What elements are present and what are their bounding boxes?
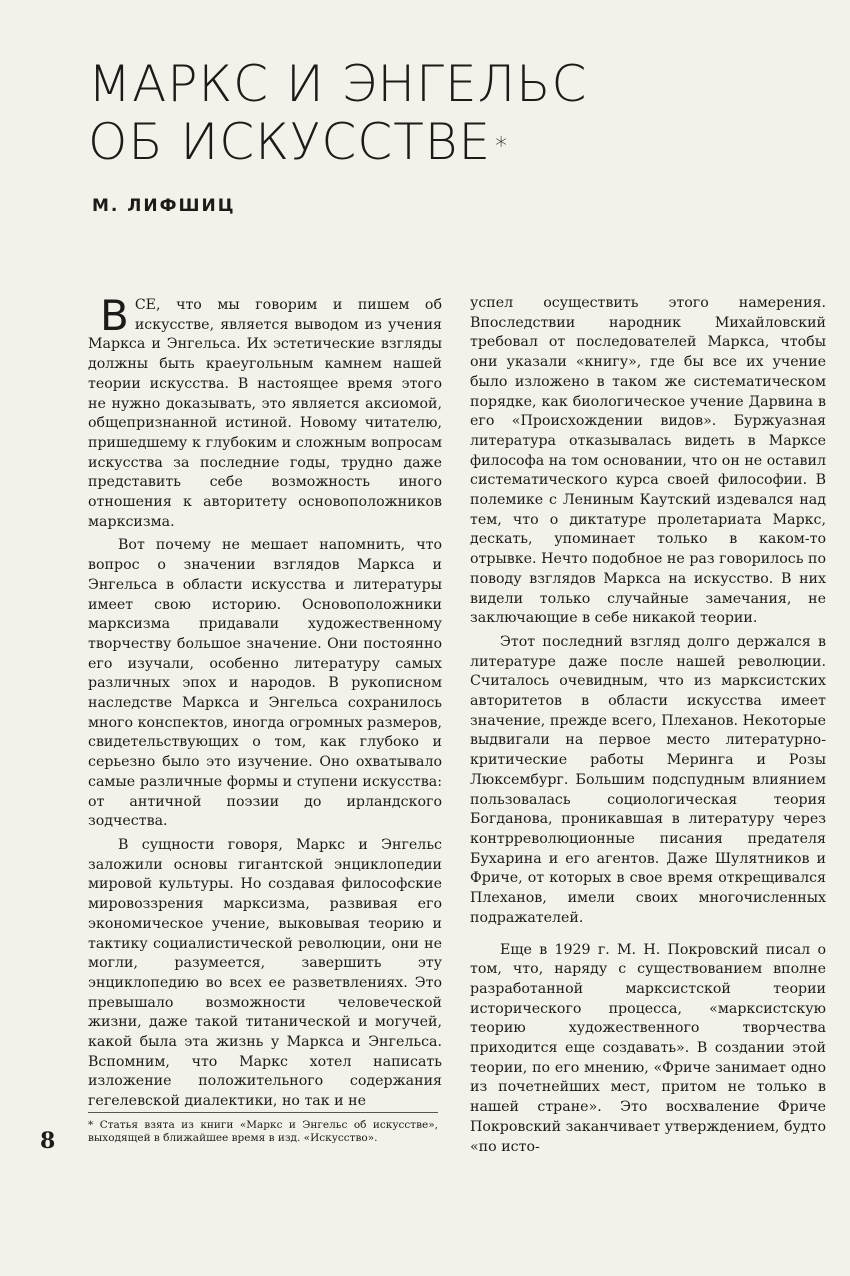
title-line-2 (88, 113, 587, 171)
paragraph: Вот почему не мешает напомнить, что вопрос о значении взглядов Маркса и Энгельса в области искусства и литературы имеет свою историю. Основоположники марксизма придавали художественному творчеству большое значение. Они постоянно его изучали, особенно литературу самых различных эпох и народов. В рукописном наследстве Маркса и Энгельса сохранилось много конспектов, иногда огромных размеров, свидетельствующих о том, как глубоко и серьезно было это изучение. Оно охватывало самые различные формы и ступени искусства: от античной поэзии до ирландского зодчества. (88, 537, 442, 830)
right-column (470, 294, 826, 1157)
footnote: * Статья взята из книги «Маркс и Энгельс об искусстве», выходящей в ближайшее время в изд. «Искусство». (88, 1112, 438, 1145)
paragraph: В сущности говоря, Маркс и Энгельс заложили основы гигантской энциклопедии мировой культуры. Но создавая философские мировоззрения марксизма, развивая его экономическое учение, выковывая теорию и тактику социалистической революции, они не могли, разумеется, завершить эту энциклопедию во всех ее разветвлениях. Это превышало возможности человеческой жизни, даже такой титанической и могучей, какой была эта жизнь у Маркса и Энгельса. Вспомним, что Маркс хотел написать изложение положительного содержания гегелевской диалектики, но так и не (88, 836, 442, 1110)
left-column (88, 291, 442, 1112)
paragraph-text: СЕ, что мы говорим и пишем об искусстве, является выводом из учения Маркса и Энгельса. Их эстетические взгляды должны быть краеугольным камнем нашей теории искусства. В настоящее время этого не нужно доказывать, это является аксиомой, общепризнанной истиной. Новому читателю, пришедшему к глубоким и сложным вопросам искусства за последние годы, трудно даже представить себе возможность иного отношения к авторитету основоположников марксизма. (88, 297, 442, 530)
paragraph: успел осуществить этого намерения. Впоследствии народник Михайловский требовал от последователей Маркса, чтобы они указали «книгу», где бы все их учение было изложено в таком же систематическом порядке, как биологическое учение Дарвина в его «Происхождении видов». Буржуазная литература отказывалась видеть в Марксе философа на том основании, что он не оставил систематического курса своей философии. В полемике с Лениным Каутский издевался над тем, что о диктатуре пролетариата Маркс, дескать, упоминает только в каком-то отрывке. Нечто подобное не раз говорилось по поводу взглядов Маркса на искусство. В них видели только случайные замечания, не заключающие в себе никакой теории. (470, 295, 826, 627)
title-line-1: МАРКС И ЭНГЕЛЬС (88, 55, 588, 113)
page-number: 8 (40, 1128, 56, 1154)
paragraph: Еще в 1929 г. М. Н. Покровский писал о том, что, наряду с существованием вполне разработанной марксистской теории исторического процесса, «марксистскую теорию художественного творчества приходится еще создавать». В создании этой теории, по его мнению, «Фриче занимает одно из почетнейших мест, притом не только в нашей стране». Это восхваление Фриче Покровский заканчивает утверждением, будто «по исто- (470, 941, 826, 1155)
footnote-mark: * (495, 132, 509, 160)
drop-cap: В (100, 291, 129, 340)
paragraph (88, 291, 442, 532)
author-name: М. ЛИФШИЦ (92, 196, 236, 216)
article-title (88, 55, 587, 171)
title-line-2-text: ОБ ИСКУССТВЕ (88, 113, 492, 171)
paragraph: Этот последний взгляд долго держался в литературе даже после нашей революции. Считалось очевидным, что из марксистских авторитетов в области искусства имеет значение, прежде всего, Плеханов. Некоторые выдвигали на первое место литературно-критические работы Меринга и Розы Люксембург. Большим подспудным влиянием пользовалась социологическая теория Богданова, проникавшая в литературу через контрреволюционные писания предателя Бухарина и его агентов. Даже Шулятников и Фриче, от которых в свое время открещивался Плеханов, имели своих многочисленных подражателей. (470, 633, 826, 926)
